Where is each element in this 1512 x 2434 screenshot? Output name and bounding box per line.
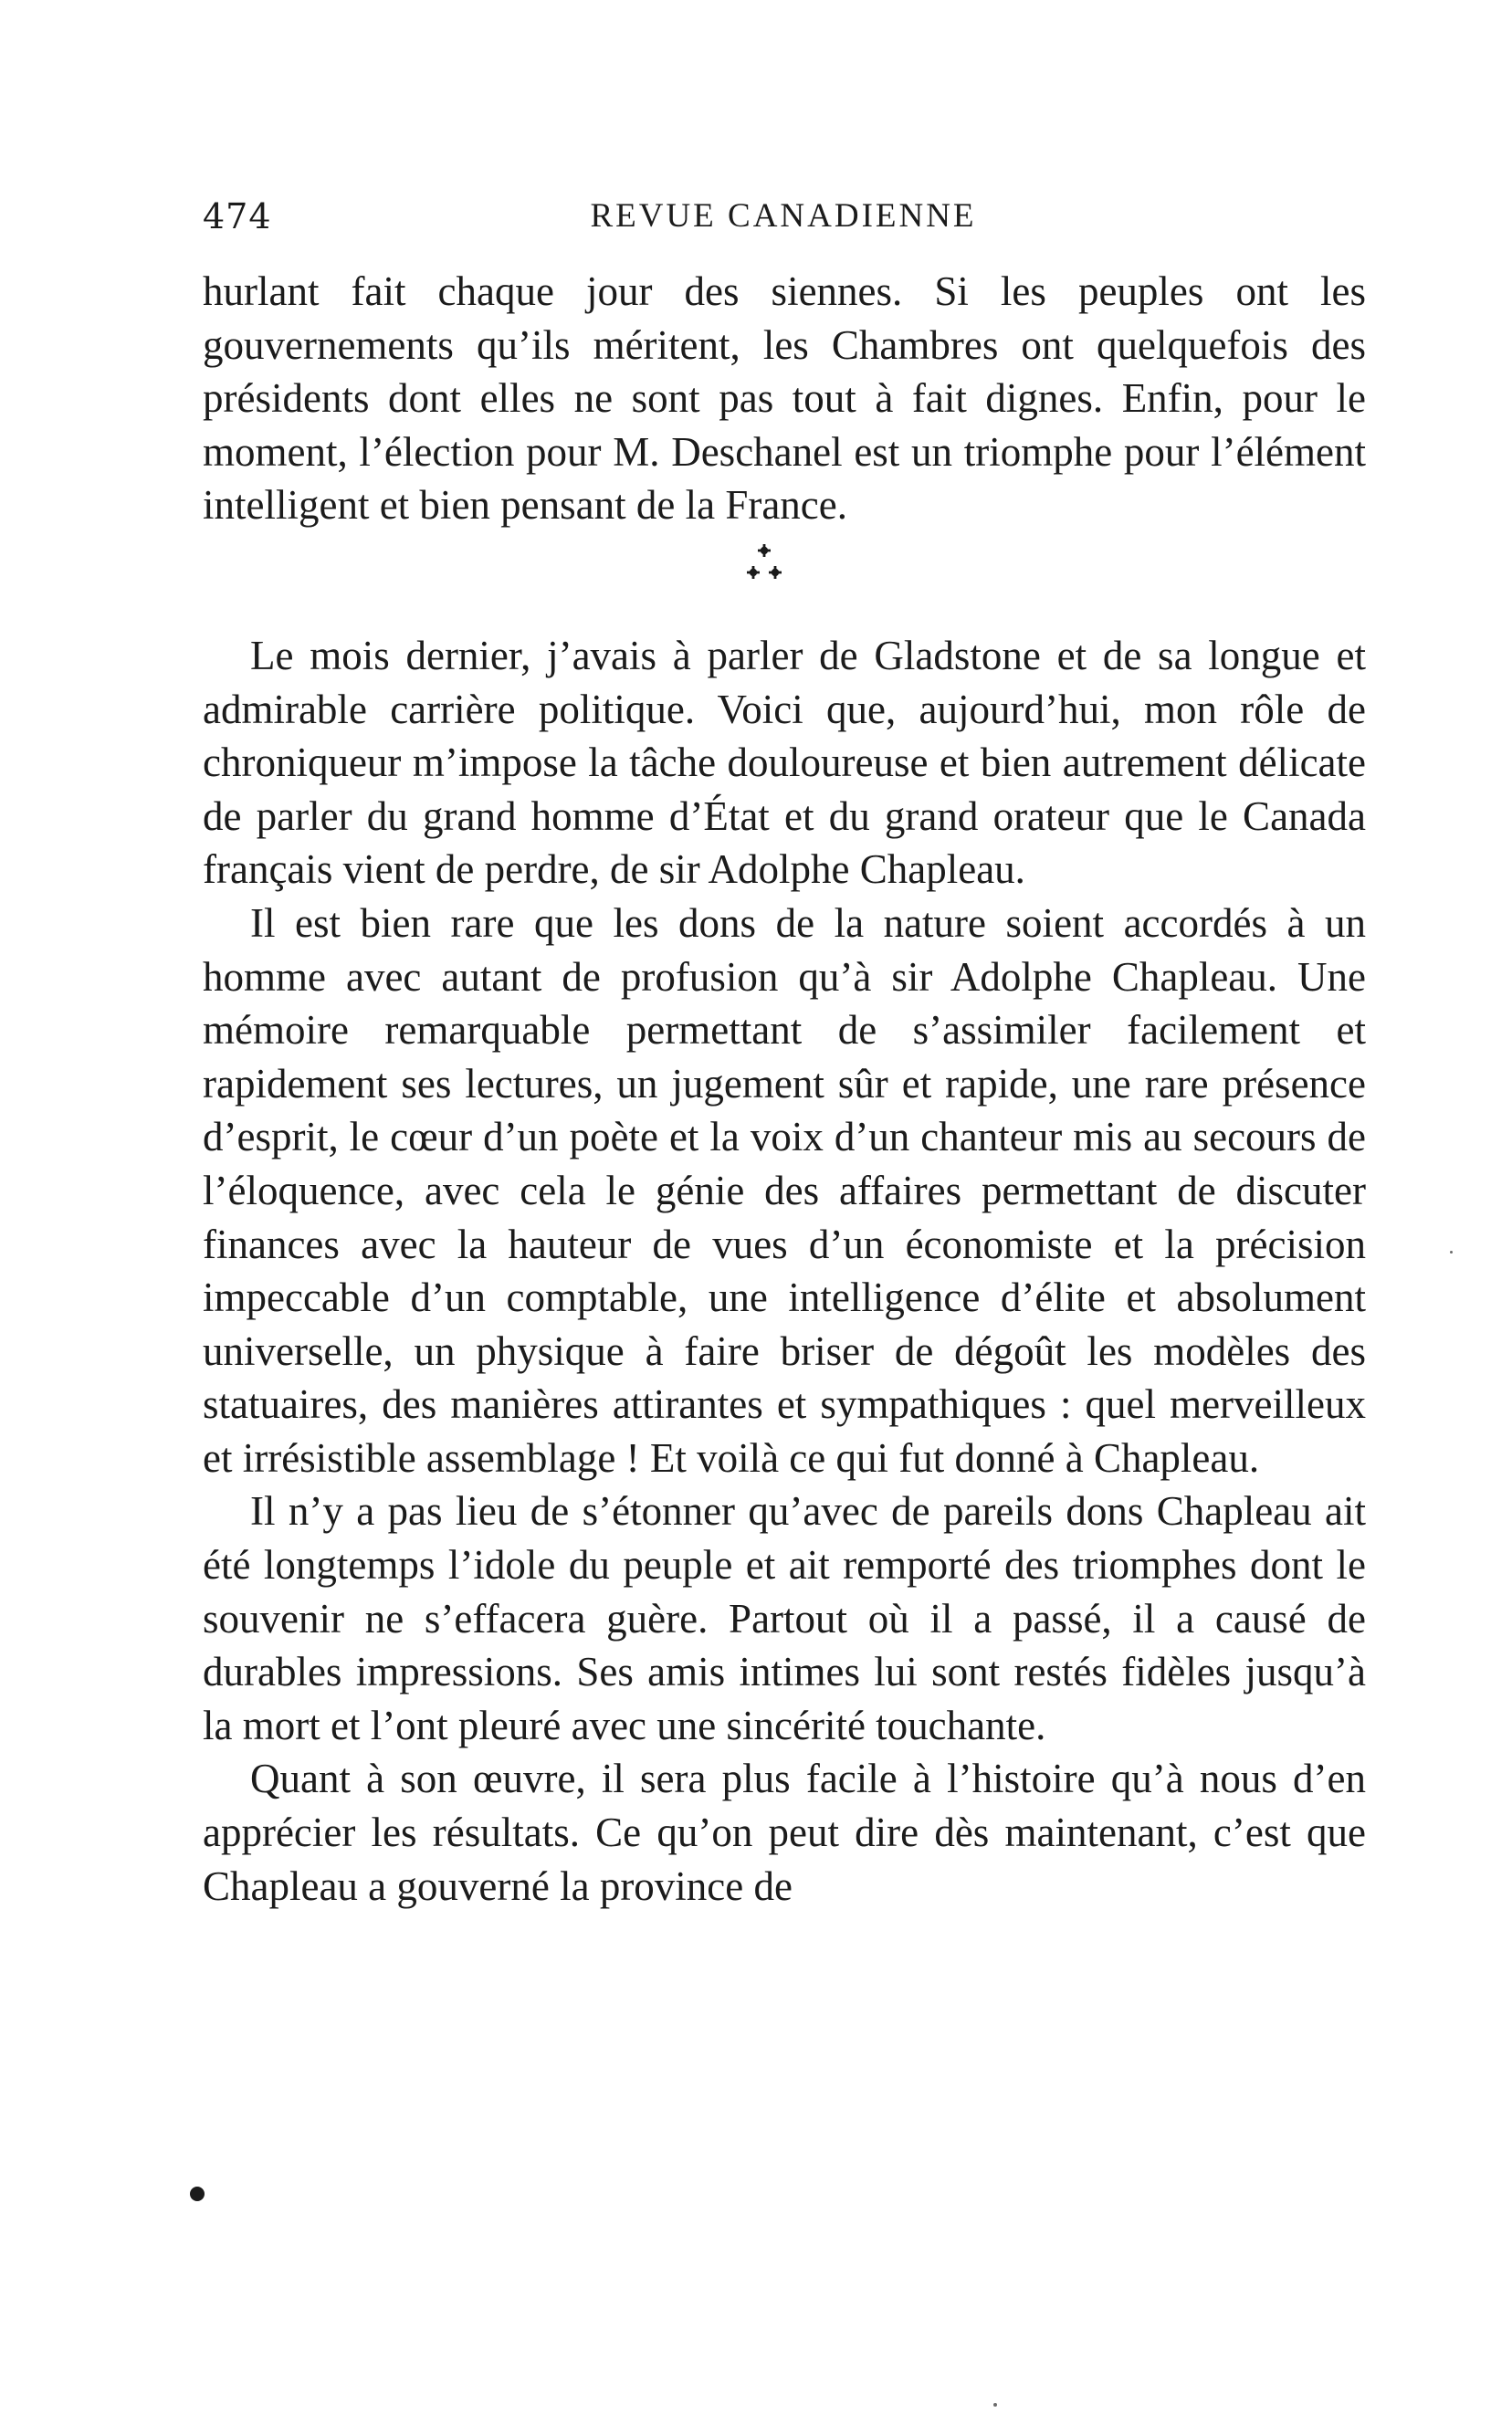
- page-header: [203, 189, 1364, 244]
- paragraph-5: Quant à son œuvre, il sera plus facile à l’histoire qu’à nous d’en apprécier les résultats. Ce qu’on peut dire dès maintenant, c’est que Chapleau a gouverné la province de: [203, 1756, 1366, 1909]
- body-text: [203, 265, 1366, 1913]
- asterism-icon: [746, 543, 782, 583]
- asterism-separator: [203, 532, 1366, 629]
- paragraph-1: hurlant fait chaque jour des siennes. Si les peuples ont les gouvernements qu’ils méritent, les Chambres ont quelquefois des présidents dont elles ne sont pas tout à fait dignes. Enfin, pour le moment, l’élection pour M. Deschanel est un triomphe pour l’élément intelligent et bien pensant de la France.: [203, 268, 1366, 529]
- ink-dot-mark: [190, 2187, 205, 2201]
- paper-speck: [1450, 1251, 1453, 1254]
- paper-speck: [993, 2403, 997, 2407]
- paragraph-3: Il est bien rare que les dons de la nature soient accordés à un homme avec autant de profusion qu’à sir Adolphe Chapleau. Une mémoire remarquable permettant de s’assimiler facilement et rapidement ses lectures, un jugement sûr et rapide, une rare présence d’esprit, le cœur d’un poète et la voix d’un chanteur mis au secours de l’éloquence, avec cela le génie des affaires permettant de discuter finances avec la hauteur de vues d’un économiste et la précision impeccable d’un comptable, une intelligence d’élite et absolument universelle, un physique à faire briser de dégoût les modèles des statuaires, des manières attirantes et sympathiques : quel merveilleux et irrésistible assemblage ! Et voilà ce qui fut donné à Chapleau.: [203, 899, 1366, 1481]
- running-title: REVUE CANADIENNE: [590, 197, 977, 235]
- paragraph-2: Le mois dernier, j’avais à parler de Gladstone et de sa longue et admirable carrière politique. Voici que, aujourd’hui, mon rôle de chroniqueur m’impose la tâche douloureuse et bien autrement délicate de parler du grand homme d’État et du grand orateur que le Canada français vient de perdre, de sir Adolphe Chapleau.: [203, 632, 1366, 893]
- paragraph-4: Il n’y a pas lieu de s’étonner qu’avec de pareils dons Chapleau ait été longtemps l’idole du peuple et ait remporté des triomphes dont le souvenir ne s’effacera guère. Partout où il a passé, il a causé de durables impressions. Ses amis intimes lui sont restés fidèles jusqu’à la mort et l’ont pleuré avec une sincérité touchante.: [203, 1488, 1366, 1748]
- page-number: 474: [203, 196, 272, 236]
